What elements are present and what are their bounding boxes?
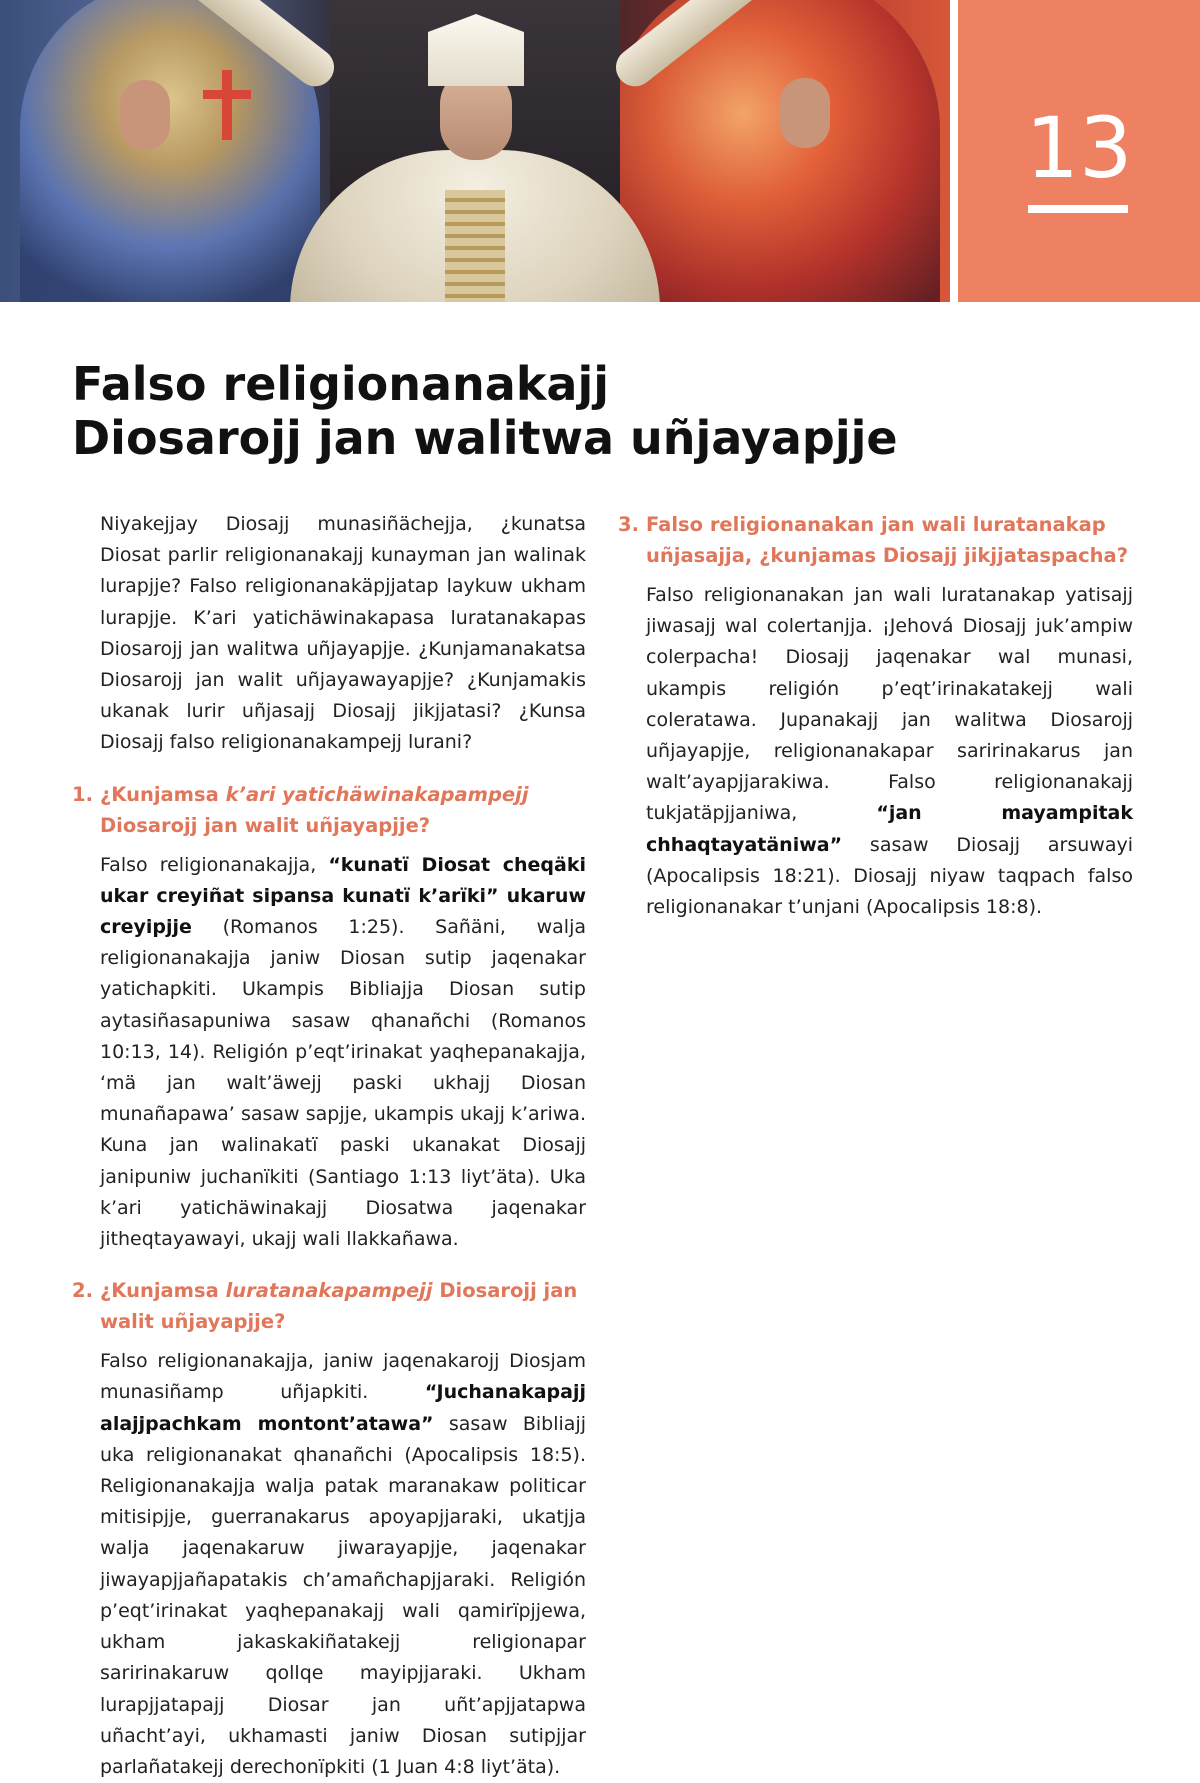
column-left	[72, 509, 586, 1783]
priest-stole	[445, 190, 505, 302]
page-title	[72, 357, 1132, 465]
question-3-heading: 3. Falso religionanakan jan wali luratanakap uñjasajja, ¿kunjamas Diosajj jikjjataspacha?	[646, 509, 1133, 571]
header-photo	[0, 0, 950, 302]
question-3-number: 3.	[618, 513, 639, 536]
question-1-emphasis: k’ari yatichäwinakapampejj	[225, 782, 529, 806]
answer-3-paragraph: Falso religionanakan jan wali luratanakap yatisajj jiwasajj wal colertanjja. ¡Jehová Diosajj juk’ampiw colerpacha! Diosajj jaqenakar wal munasi, ukampis religión p’eqt’irinakatakejj wali coleratawa. Jupanakajj jan walitwa Diosarojj uñjayapjje, religionanakapar saririnakarus jan walt’ayapjjarakiwa. Falso religionanakajj tukjatäpjjaniwa, “jan mayampitak chhaqtayatäniwa” sasaw Diosajj arsuwayi (Apocalipsis 18:21). Diosajj niyaw taqpach falso religionanakar t’unjani (Apocalipsis 18:8).	[646, 584, 1134, 919]
answer-3-quote: “jan mayampitak chhaqtayatäniwa”	[646, 802, 1134, 856]
question-1-heading: 1. ¿Kunjamsa k’ari yatichäwinakapampejj Diosarojj jan walit uñjayapjje?	[100, 779, 586, 841]
chapter-badge	[958, 0, 1200, 302]
question-2-emphasis: luratanakapampejj	[225, 1279, 433, 1303]
question-2-number: 2.	[72, 1279, 93, 1303]
page-title-line-1: Falso religionanakajj	[72, 357, 609, 411]
column-right	[618, 509, 1134, 923]
chapter-underline	[1028, 205, 1128, 213]
cross-icon	[222, 70, 232, 140]
answer-2-quote: “Juchanakapajj alajjpachkam montont’atawa”	[100, 1381, 586, 1435]
intro-paragraph: Niyakejjay Diosajj munasiñächejja, ¿kunatsa Diosat parlir religionanakajj kunayman jan walinak lurapjje? Falso religionanakäpjjatap laykuw ukham lurapjje. K’ari yatichäwinakapasa luratanakapas Diosarojj jan walitwa uñjayapjje. ¿Kunjamanakatsa Diosarojj jan walit uñjayawayapjje? ¿Kunjamakis ukanak lurir uñjasajj Diosajj jikjjatasi? ¿Kunsa Diosajj falso religionanakampejj lurani?	[100, 513, 586, 754]
chapter-number: 13	[1025, 99, 1133, 197]
page-title-line-2: Diosarojj jan walitwa uñjayapjje	[72, 411, 898, 465]
answer-1-quote: “kunatï Diosat cheqäki ukar creyiñat sipansa kunatï k’arïki” ukaruw creyipjje	[100, 853, 586, 939]
answer-1-paragraph: Falso religionanakajja, “kunatï Diosat cheqäki ukar creyiñat sipansa kunatï k’arïki” ukaruw creyipjje (Romanos 1:25). Sañäni, walja religionanakajja janiw Diosan sutip jaqenakar yatichapkiti. Ukampis Bibliajja Diosan sutip aytasiñasapuniwa sasaw qhanañchi (Romanos 10:13, 14). Religión p’eqt’irinakat yaqhepanakajja, ‘mä jan walt’äwejj paski ukhajj Diosan munañapawa’ sasaw sapjje, ukampis ukajj k’ariwa. Kuna jan walinakatï paski ukanakat Diosajj janipuniw juchanïkiti (Santiago 1:13 liyt’äta). Uka k’ari yatichäwinakajj Diosatwa jaqenakar jitheqtayawayi, ukajj wali llakkañawa.	[100, 853, 586, 1251]
answer-2-paragraph: Falso religionanakajja, janiw jaqenakarojj Diosjam munasiñamp uñjapkiti. “Juchanakapajj alajjpachkam montont’atawa” sasaw Bibliajj uka religionanakat qhanañchi (Apocalipsis 18:5). Religionanakajja walja patak maranakaw politicar mitisipjje, guerranakarus apoyapjjaraki, ukatjja walja jaqenakaruw jiwarayapjje, jaqenakar jiwayapjjañapatakis ch’amañchapjjaraki. Religión p’eqt’irinakat yaqhepanakajj wali qamirïpjjewa, ukham jakaskakiñatakejj religionapar saririnakaruw qollqe mayipjjaraki. Ukham lurapjjatapajj Diosar jan uñt’apjjatapwa uñacht’ayi, ukhamasti janiw Diosan sutipjjar parlañatakejj derechonïpkiti (1 Juan 4:8 liyt’äta).	[100, 1350, 586, 1778]
question-2-heading: 2. ¿Kunjamsa luratanakapampejj Diosarojj jan walit uñjayapjje?	[100, 1275, 586, 1337]
question-1-number: 1.	[72, 782, 93, 806]
